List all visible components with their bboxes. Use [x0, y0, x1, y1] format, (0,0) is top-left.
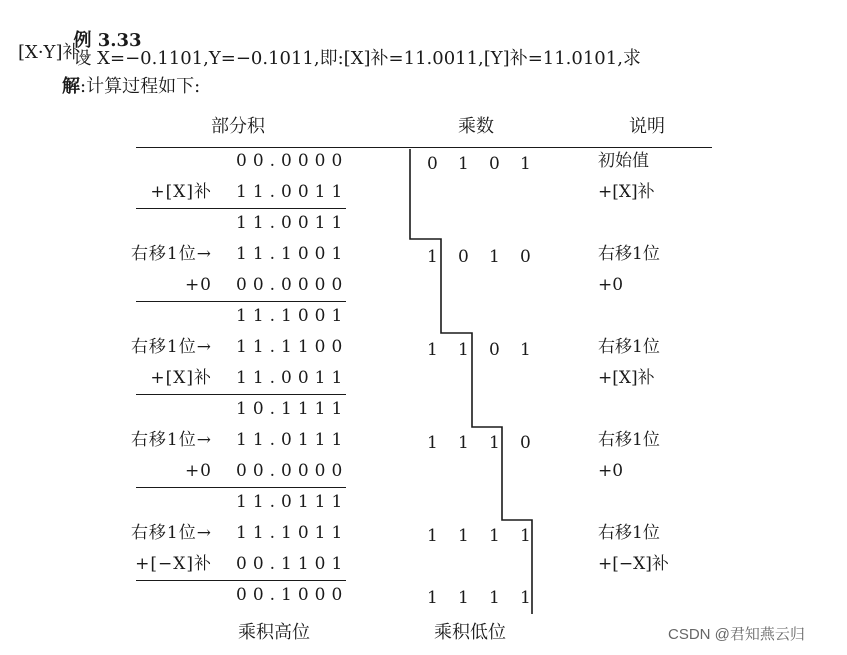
multiplier-bit: 1 — [458, 526, 469, 546]
footer-product-high: 乘积高位 — [238, 622, 310, 643]
partial-product-value: 11.0011 — [236, 213, 349, 233]
header-partial-product: 部分积 — [211, 116, 265, 137]
partial-product-value: 11.1001 — [236, 306, 349, 326]
problem-line-2: [X·Y]补。 — [18, 42, 99, 63]
operation-label: 右移1位→ — [130, 244, 212, 264]
multiplier-bit: 1 — [489, 433, 500, 453]
partial-product-value: 11.0011 — [236, 182, 349, 202]
partial-product-value: 11.0111 — [236, 430, 349, 450]
step-note: 右移1位 — [598, 523, 660, 543]
partial-product-value: 11.0111 — [236, 492, 349, 512]
watermark: CSDN @君知燕云归 — [668, 626, 805, 643]
problem-statement: 设 X=−0.1101,Y=−0.1011,即:[X]补=11.0011,[Y]补=11.0101,求 — [73, 48, 641, 69]
partial-product-value: 00.1000 — [236, 585, 349, 605]
step-note: 右移1位 — [598, 244, 660, 264]
header-note: 说明 — [629, 116, 665, 137]
partial-product-value: 10.1111 — [236, 399, 349, 419]
step-note: 右移1位 — [598, 430, 660, 450]
multiplier-bit: 1 — [520, 588, 531, 608]
step-note: +0 — [598, 275, 624, 295]
partial-product-value: 11.0011 — [236, 368, 349, 388]
partial-product-value: 00.0000 — [236, 275, 349, 295]
operation-label: 右移1位→ — [130, 523, 212, 543]
multiplier-bit: 1 — [458, 588, 469, 608]
multiplier-bit: 1 — [458, 340, 469, 360]
operation-label: +[X]补 — [150, 182, 212, 202]
partial-product-value: 00.1101 — [236, 554, 349, 574]
multiplier-bit: 1 — [520, 154, 531, 174]
header-multiplier: 乘数 — [458, 116, 494, 137]
solution-label: 解 — [62, 76, 80, 97]
operation-label: +0 — [184, 275, 212, 295]
footer-product-low: 乘积低位 — [434, 622, 506, 643]
step-note: +0 — [598, 461, 624, 481]
multiplier-bit: 1 — [520, 340, 531, 360]
partial-product-value: 11.1001 — [236, 244, 349, 264]
operation-label: 右移1位→ — [130, 430, 212, 450]
multiplier-bit: 1 — [489, 526, 500, 546]
multiplier-bit: 1 — [427, 340, 438, 360]
multiplier-bit: 0 — [489, 154, 500, 174]
multiplier-bit: 1 — [489, 247, 500, 267]
multiplier-bit: 0 — [489, 340, 500, 360]
operation-label: +[X]补 — [150, 368, 212, 388]
partial-product-value: 00.0000 — [236, 461, 349, 481]
multiplier-bit: 0 — [427, 154, 438, 174]
multiplier-bit: 0 — [520, 433, 531, 453]
multiplier-bit: 1 — [427, 526, 438, 546]
partial-product-value: 00.0000 — [236, 151, 349, 171]
multiplier-bit: 1 — [458, 433, 469, 453]
step-note: +[X]补 — [598, 182, 655, 202]
multiplier-bit: 1 — [458, 154, 469, 174]
example-label: 例 3.33 — [73, 30, 142, 51]
multiplier-bit: 1 — [427, 433, 438, 453]
step-note: +[X]补 — [598, 368, 655, 388]
step-note: 右移1位 — [598, 337, 660, 357]
multiplier-bit: 0 — [458, 247, 469, 267]
multiplier-bit: 1 — [489, 588, 500, 608]
operation-label: +0 — [184, 461, 212, 481]
step-note: 初始值 — [598, 151, 649, 171]
operation-label: +[−X]补 — [135, 554, 212, 574]
multiplier-bit: 0 — [520, 247, 531, 267]
solution-text: :计算过程如下: — [80, 76, 201, 97]
partial-product-value: 11.1100 — [236, 337, 349, 357]
multiplier-bit: 1 — [520, 526, 531, 546]
multiplier-bit: 1 — [427, 247, 438, 267]
partial-product-value: 11.1011 — [236, 523, 349, 543]
operation-label: 右移1位→ — [130, 337, 212, 357]
step-note: +[−X]补 — [598, 554, 669, 574]
multiplier-bit: 1 — [427, 588, 438, 608]
